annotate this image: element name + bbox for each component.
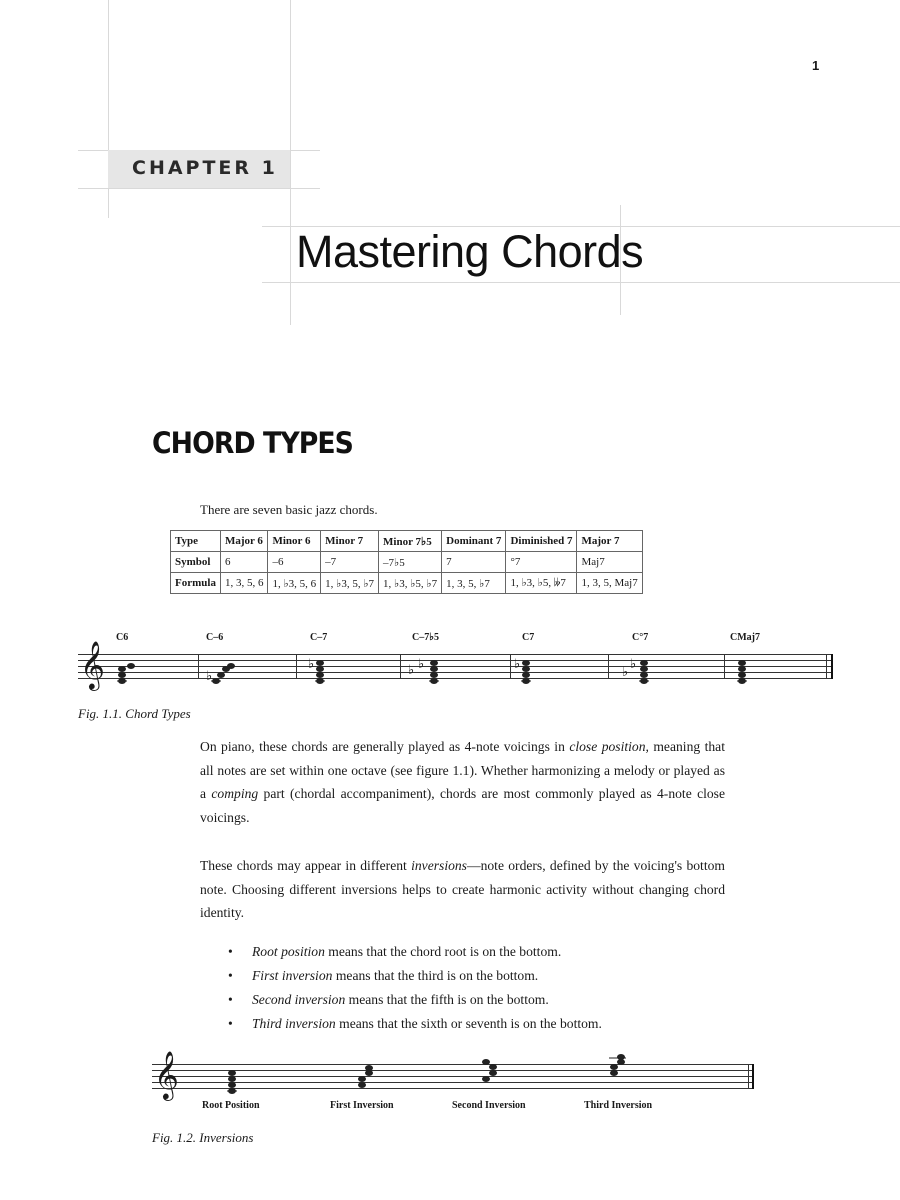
- note-head: [316, 666, 324, 672]
- note-head: [522, 672, 530, 678]
- list-item: [228, 988, 602, 1012]
- table-header-row: [171, 531, 643, 552]
- text-run: These chords may appear in different: [200, 858, 412, 873]
- term-close-position: close position,: [569, 739, 649, 754]
- table-cell: 1, ♭3, 5, 6: [268, 573, 321, 594]
- term-comping: comping: [211, 786, 259, 801]
- grid-line: [262, 282, 900, 283]
- list-text: means that the chord root is on the bottom.: [324, 944, 562, 959]
- table-cell: Dominant 7: [442, 531, 506, 552]
- table-cell: 6: [220, 552, 268, 573]
- section-heading: CHORD TYPES: [152, 426, 353, 460]
- note-head: [217, 672, 225, 678]
- inversion-list: [228, 940, 602, 1036]
- figure-caption: Fig. 1.2. Inversions: [152, 1130, 254, 1145]
- table-cell: –7♭5: [379, 552, 442, 573]
- chapter-title: Mastering Chords: [296, 226, 644, 277]
- table-cell: 1, ♭3, ♭5, 𝄫7: [506, 573, 577, 594]
- note-head: [430, 666, 438, 672]
- second-inversion-notes: [482, 1059, 497, 1082]
- note-head: [127, 663, 135, 669]
- table-cell: Major 7: [577, 531, 642, 552]
- chord-symbol: CMaj7: [730, 632, 760, 643]
- flat-icon: ♭: [206, 668, 213, 683]
- paragraph: [200, 735, 725, 829]
- bullet-icon: •: [228, 992, 233, 1007]
- root-position-notes: [227, 1070, 237, 1094]
- flat-icon: ♭: [630, 656, 637, 671]
- flat-icon: ♭: [622, 664, 629, 679]
- list-text: means that the sixth or seventh is on the bottom.: [335, 1016, 602, 1031]
- table-cell: Type: [171, 531, 221, 552]
- table-cell: 7: [442, 552, 506, 573]
- note-head: [430, 660, 438, 666]
- page-number: 1: [812, 58, 820, 73]
- table-cell: –7: [321, 552, 379, 573]
- inversion-label: Third Inversion: [584, 1100, 653, 1111]
- chord-cmaj7-notes: [737, 660, 747, 684]
- bullet-icon: •: [228, 1016, 233, 1031]
- chord-symbol: C–7♭5: [412, 632, 439, 643]
- first-inversion-notes: [358, 1065, 373, 1088]
- table-cell: 1, ♭3, 5, ♭7: [321, 573, 379, 594]
- table-cell: 1, 3, 5, ♭7: [442, 573, 506, 594]
- note-head: [316, 672, 324, 678]
- text-run: On piano, these chords are generally played as 4-note voicings in: [200, 739, 570, 754]
- table-cell: °7: [506, 552, 577, 573]
- treble-clef-icon: 𝄞: [80, 640, 105, 689]
- chord-notes-graphic: [78, 632, 838, 712]
- text-run: —note orders, defined by the voicing's bottom note. Choosing different inversions helps to create harmonic activity without changing chord identity.: [200, 858, 725, 920]
- term-inversions: inversions: [411, 858, 467, 873]
- flat-icon: ♭: [308, 656, 315, 671]
- note-head: [640, 672, 648, 678]
- inversion-label: First Inversion: [330, 1100, 394, 1111]
- flat-icon: ♭: [408, 662, 415, 677]
- note-head: [227, 663, 235, 669]
- text-run: meaning that all notes are set within one octave (see figure 1.1). Whether harmonizing a melody or played as a: [200, 739, 725, 801]
- chord-cm6-notes: [211, 663, 235, 684]
- inversion-label: Second Inversion: [452, 1100, 526, 1111]
- table-cell: 1, 3, 5, 6: [220, 573, 268, 594]
- chord-cm7-notes: [315, 660, 325, 684]
- list-term: Second inversion: [252, 992, 346, 1007]
- bullet-icon: •: [228, 968, 233, 983]
- table-cell: Formula: [171, 573, 221, 594]
- chord-symbol: C6: [116, 632, 129, 643]
- table-cell: Diminished 7: [506, 531, 577, 552]
- chord-symbol: C–6: [206, 632, 224, 643]
- note-head: [118, 672, 126, 678]
- chord-symbol: C°7: [632, 632, 649, 643]
- flat-icon: ♭: [514, 656, 521, 671]
- list-item: [228, 1012, 602, 1036]
- note-head: [738, 672, 746, 678]
- chord-types-table: [170, 530, 643, 594]
- note-head: [640, 666, 648, 672]
- flat-icon: ♭: [418, 656, 425, 671]
- chord-types-staff: [78, 632, 838, 712]
- inversions-staff: [152, 1040, 762, 1120]
- list-term: Third inversion: [252, 1016, 336, 1031]
- list-text: means that the third is on the bottom.: [332, 968, 539, 983]
- paragraph: [200, 854, 725, 925]
- table-cell: Major 6: [220, 531, 268, 552]
- note-head: [430, 672, 438, 678]
- chord-symbol: C–7: [310, 632, 328, 643]
- note-head: [316, 660, 324, 666]
- grid-line: [290, 0, 291, 325]
- inversion-label: Root Position: [202, 1100, 260, 1111]
- table-row: [171, 573, 643, 594]
- figure-caption: Fig. 1.1. Chord Types: [78, 706, 191, 721]
- note-head: [118, 666, 126, 672]
- table-cell: Maj7: [577, 552, 642, 573]
- table-cell: Minor 6: [268, 531, 321, 552]
- note-head: [522, 666, 530, 672]
- grid-line: [78, 188, 320, 189]
- note-head: [738, 660, 746, 666]
- table-cell: 1, ♭3, ♭5, ♭7: [379, 573, 442, 594]
- note-head: [522, 660, 530, 666]
- table-row: [171, 552, 643, 573]
- chapter-label: CHAPTER 1: [132, 157, 278, 179]
- chord-cm7b5-notes: [429, 660, 439, 684]
- list-term: Root position: [252, 944, 325, 959]
- note-head: [640, 660, 648, 666]
- table-cell: Minor 7: [321, 531, 379, 552]
- text-run: part (chordal accompaniment), chords are most commonly played as 4-note close voicings.: [200, 786, 725, 825]
- table-cell: –6: [268, 552, 321, 573]
- table-cell: 1, 3, 5, Maj7: [577, 573, 642, 594]
- list-item: [228, 964, 602, 988]
- table-cell: Symbol: [171, 552, 221, 573]
- table-cell: Minor 7♭5: [379, 531, 442, 552]
- chord-c6-notes: [117, 663, 135, 684]
- list-item: [228, 940, 602, 964]
- chord-c7-notes: [521, 660, 531, 684]
- list-term: First inversion: [252, 968, 333, 983]
- list-text: means that the fifth is on the bottom.: [345, 992, 549, 1007]
- bullet-icon: •: [228, 944, 233, 959]
- treble-clef-icon: 𝄞: [154, 1050, 179, 1099]
- intro-text: There are seven basic jazz chords.: [200, 502, 378, 517]
- chord-cdim7-notes: [639, 660, 649, 684]
- note-head: [738, 666, 746, 672]
- chord-symbol: C7: [522, 632, 535, 643]
- third-inversion-notes: [609, 1054, 626, 1076]
